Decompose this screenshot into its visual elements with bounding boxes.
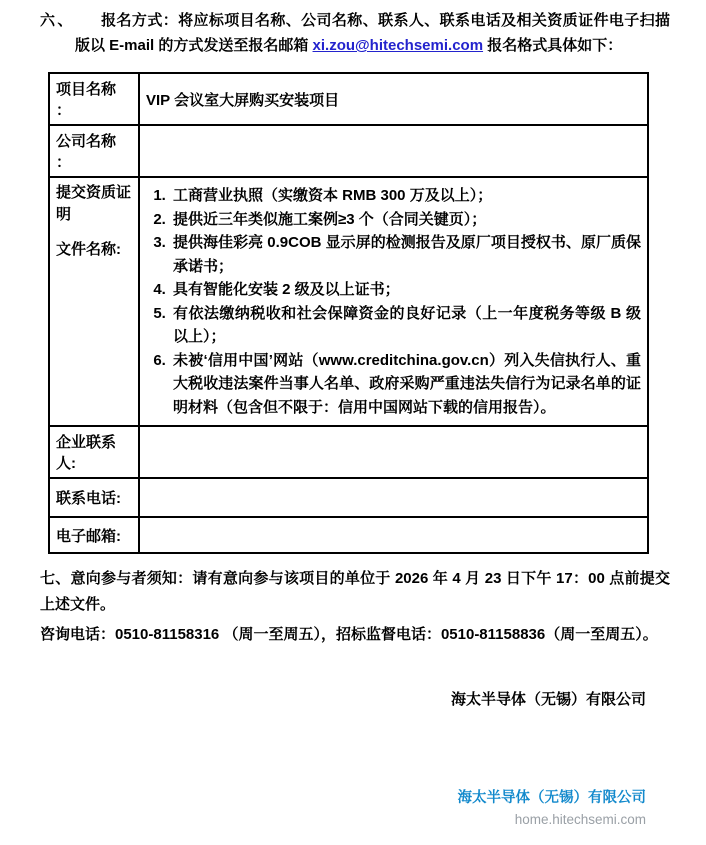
qualification-label-line2: 文件名称: (56, 241, 121, 258)
table-row-qualification (49, 177, 648, 426)
table-row-project (49, 73, 648, 125)
qualification-item: 6. 未被‘信用中国’网站（www.creditchina.gov.cn）列入失信执行人、重大税收违法案件当事人名单、政府采购严重违法失信行为记录名单的证明材料（包含但不限于：信用中国网站下载的信用报告）。 (170, 349, 641, 420)
contact-person-value (139, 426, 648, 478)
qualification-item: 1. 工商营业执照（实缴资本 RMB 300 万及以上）； (170, 184, 641, 208)
contact-phone-value (139, 478, 648, 517)
notice-paragraph: 七、意向参与者须知：请有意向参与该项目的单位于 2026 年 4 月 23 日下午 17：00 点前提交上述文件。 (40, 570, 670, 613)
qualification-value (139, 177, 648, 426)
intro-text-after-email: 报名格式具体如下： (483, 37, 623, 54)
signature-company-name: 海太半导体（无锡）有限公司 (450, 691, 646, 708)
qualification-label-line1: 提交资质证明 (56, 184, 132, 223)
registration-table (48, 72, 649, 554)
phone-info-line: 咨询电话：0510-81158316 （周一至周五），招标监督电话：0510-81158836（周一至周五）。 (40, 626, 658, 643)
contact-phone-label: 联系电话: (49, 478, 139, 517)
intro-text-before-email: 报名方式：将应标项目名称、公司名称、联系人、联系电话及相关资质证件电子扫描版以 E-mail 的方式发送至报名邮箱 (75, 12, 670, 54)
table-row-company (49, 125, 648, 177)
intro-section-number: 六、 (40, 12, 75, 29)
qualification-item: 3. 提供海佳彩亮 0.9COB 显示屏的检测报告及原厂项目授权书、原厂质保承诺书； (170, 231, 641, 278)
table-row-email (49, 517, 648, 553)
intro-paragraph (40, 8, 670, 58)
email-link[interactable]: xi.zou@hitechsemi.com (312, 37, 484, 54)
table-row-phone (49, 478, 648, 517)
company-name-value (139, 125, 648, 177)
company-name-label: 公司名称 ： (49, 125, 139, 177)
contact-person-label: 企业联系人: (49, 426, 139, 478)
qualification-item: 2. 提供近三年类似施工案例≥3 个（合同关键页）； (170, 208, 641, 232)
email-address-value (139, 517, 648, 553)
qualification-item: 4. 具有智能化安装 2 级及以上证书； (170, 278, 641, 302)
email-address-label: 电子邮箱: (49, 517, 139, 553)
table-row-contact (49, 426, 648, 478)
footer-company-name: 海太半导体（无锡）有限公司 (457, 790, 646, 806)
qualification-item: 5. 有依法缴纳税收和社会保障资金的良好记录（上一年度税务等级 B 级以上）； (170, 302, 641, 349)
project-name-value: VIP 会议室大屏购买安装项目 (139, 73, 648, 125)
qualification-list (146, 184, 641, 419)
footer-website-url: home.hitechsemi.com (514, 812, 646, 827)
page-footer (458, 786, 647, 827)
project-name-label: 项目名称 ： (49, 73, 139, 125)
qualification-label (49, 177, 139, 426)
